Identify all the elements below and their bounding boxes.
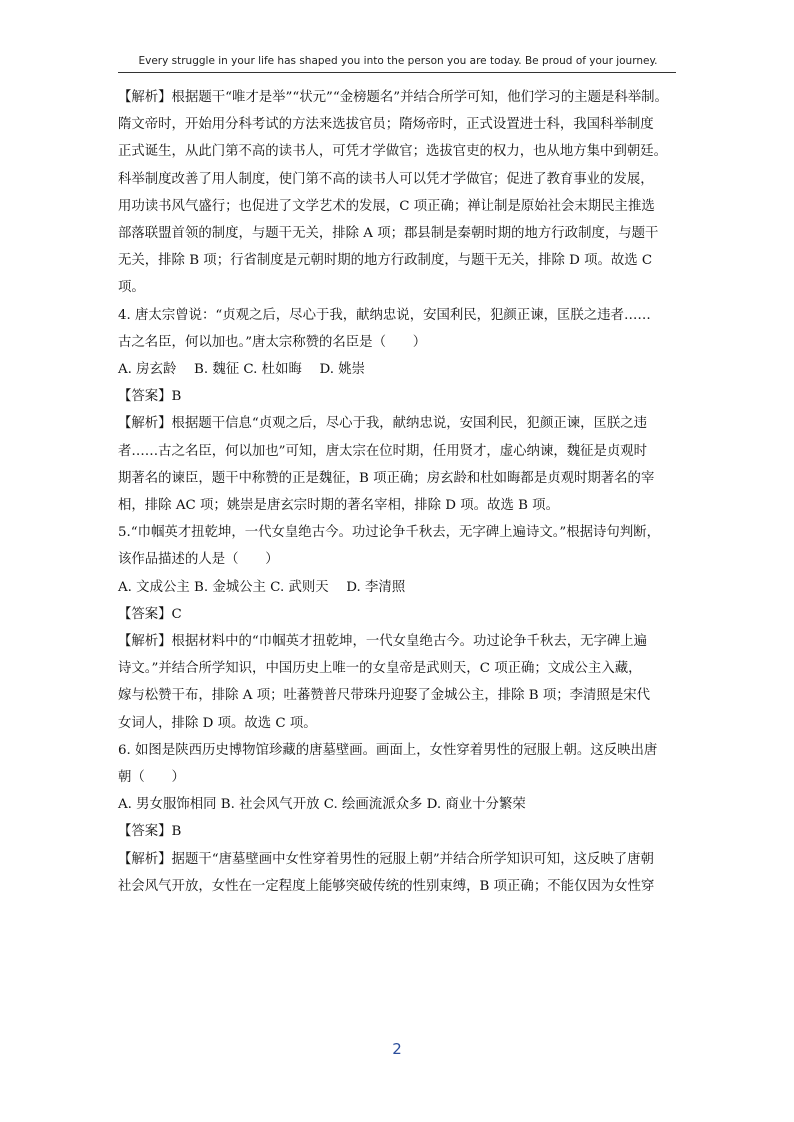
text-line: 社会风气开放，女性在一定程度上能够突破传统的性别束缚，B 项正确；不能仅因为女性穿 [118,878,655,894]
text-line: 部落联盟首领的制度，与题干无关，排除 A 项；郡县制是秦朝时期的地方行政制度，与题干 [118,226,659,242]
question-4-cont: 古之名臣，何以加也。”唐太宗称赞的名臣是（ ） [118,334,427,350]
question-6: 6. 如图是陕西历史博物馆珍藏的唐墓壁画。画面上，女性穿着男性的冠服上朝。这反映出唐 [118,742,658,758]
question-6-options: A. 男女服饰相同 B. 社会风气开放 C. 绘画流派众多 D. 商业十分繁荣 [118,797,526,813]
header-quote: Every struggle in your life has shaped you into the person you are today. Be proud of your journey. [138,55,658,67]
text-line: 女词人，排除 D 项。故选 C 项。 [118,715,317,731]
text-line: 科举制度改善了用人制度，使门第不高的读书人可以凭才学做官；促进了教育事业的发展， [118,171,654,187]
text-line: 【解析】根据题干信息“贞观之后，尽心于我，献纳忠说，安国利民，犯颜正谏，匡朕之违 [118,416,648,432]
text-line: 正式诞生，从此门第不高的读书人，可凭才学做官；选拔官吏的权力，也从地方集中到朝廷。 [118,144,668,160]
question-5-answer: 【答案】C [118,606,182,622]
question-5: 5.“巾帼英才扭乾坤，一代女皇绝古今。功过论争千秋去，无字碑上遍诗文。”根据诗句判断， [118,525,660,541]
text-line: 项。 [118,280,145,296]
text-line: 【解析】根据题干“唯才是举”“状元”“金榜题名”并结合所学可知，他们学习的主题是科举制。 [118,90,668,105]
question-4-answer: 【答案】B [118,389,182,405]
text-line: 期著名的谏臣，题干中称赞的正是魏征，B 项正确；房玄龄和杜如晦都是贞观时期著名的宰 [118,470,655,486]
text-line: 相，排除 AC 项；姚崇是唐玄宗时期的著名宰相，排除 D 项。故选 B 项。 [118,498,559,514]
text-line: 无关，排除 B 项；行省制度是元朝时期的地方行政制度，与题干无关，排除 D 项。故选 C [118,253,653,269]
question-4-options: A. 房玄龄 B. 魏征 C. 杜如晦 D. 姚崇 [118,362,366,378]
text-line: 嫁与松赞干布，排除 A 项；吐蕃赞普尺带珠丹迎娶了金城公主，排除 B 项；李清照是宋代 [118,688,650,704]
question-4: 4. 唐太宗曾说：“贞观之后，尽心于我，献纳忠说，安国利民，犯颜正谏，匡朕之违者…… [118,307,651,323]
question-5-options: A. 文成公主 B. 金城公主 C. 武则天 D. 李清照 [118,579,406,595]
text-line: 【解析】根据材料中的“巾帼英才扭乾坤，一代女皇绝古今。功过论争千秋去，无字碑上遍 [118,634,648,650]
text-line: 用功读书风气盛行；也促进了文学艺术的发展，C 项正确；禅让制是原始社会末期民主推选 [118,198,655,214]
question-6-answer: 【答案】B [118,824,182,840]
question-6-cont: 朝（ ） [118,770,185,786]
text-line: 隋文帝时，开始用分科考试的方法来选拔官员；隋炀帝时，正式设置进士科，我国科举制度 [118,117,654,133]
text-line: 者……古之名臣，何以加也”可知，唐太宗在位时期，任用贤才，虚心纳谏，魏征是贞观时 [118,443,648,459]
page-number: 2 [392,1040,402,1058]
question-5-cont: 该作品描述的人是（ ） [118,552,279,568]
body-text [118,84,678,900]
text-line: 【解析】据题干“唐墓壁画中女性穿着男性的冠服上朝”并结合所学知识可知，这反映了唐朝 [118,851,654,867]
header-divider [118,72,676,73]
text-line: 诗文。”并结合所学知识，中国历史上唯一的女皇帝是武则天，C 项正确；文成公主入藏， [118,661,642,677]
